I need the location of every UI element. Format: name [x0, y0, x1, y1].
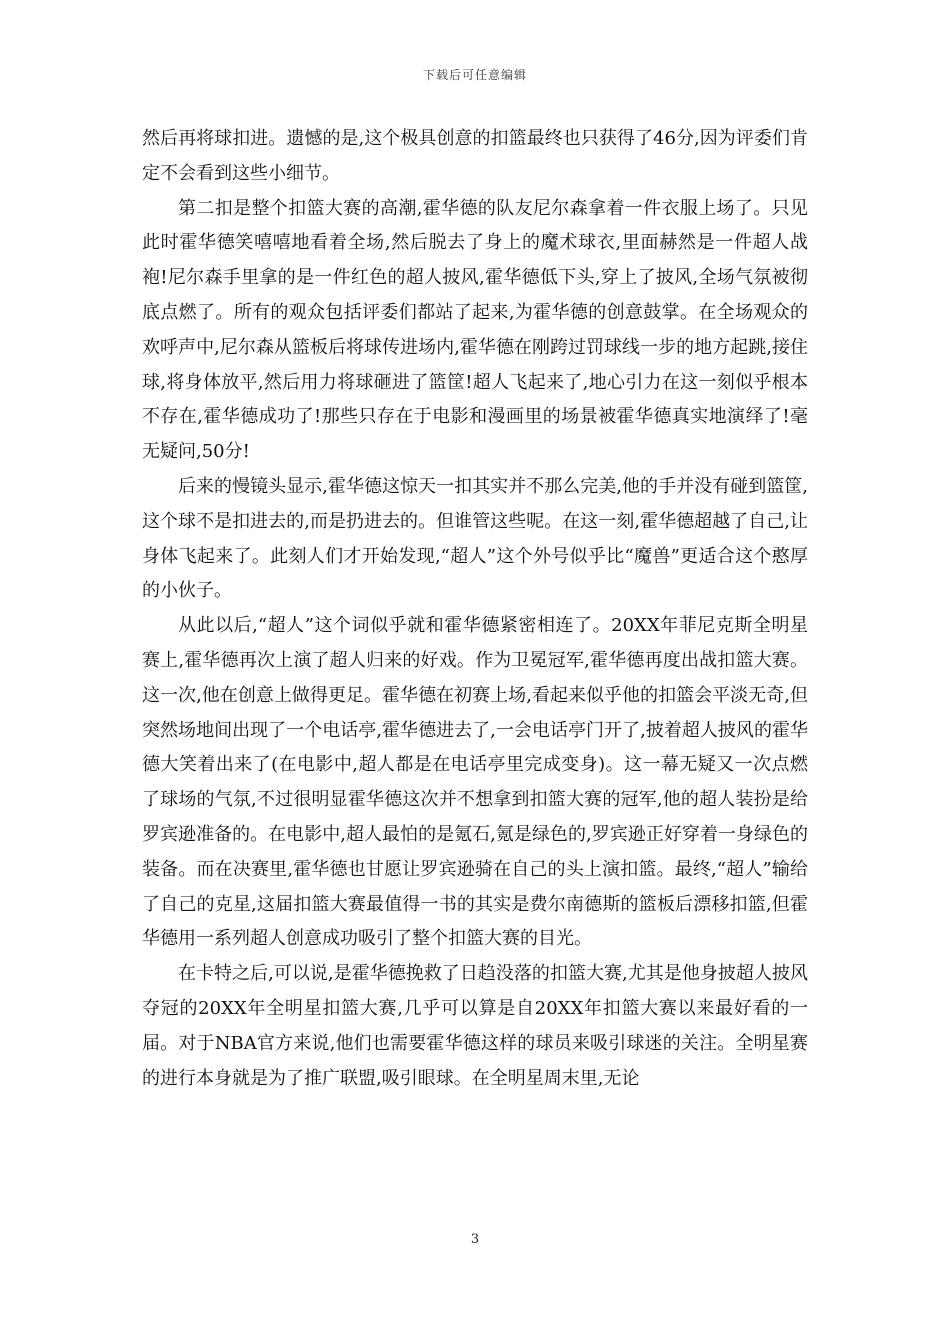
paragraph-5: 在卡特之后,可以说,是霍华德挽救了日趋没落的扣篮大赛,尤其是他身披超人披风夺冠的20XX年全明星扣篮大赛,几乎可以算是自20XX年扣篮大赛以来最好看的一届。对于NBA官方来说,他们也需要霍华德这样的球员来吸引球迷的关注。全明星赛的进行本身就是为了推广联盟,吸引眼球。在全明星周末里,无论 [142, 963, 808, 1089]
page-number: 3 [470, 1232, 480, 1247]
paragraph-1: 然后再将球扣进。遗憾的是,这个极具创意的扣篮最终也只获得了46分,因为评委们肯定不会看到这些小细节。 [142, 128, 808, 184]
paragraph-4: 从此以后,“超人”这个词似乎就和霍华德紧密相连了。20XX年菲尼克斯全明星赛上,霍华德再次上演了超人归来的好戏。作为卫冕冠军,霍华德再度出战扣篮大赛。这一次,他在创意上做得更足。霍华德在初赛上场,看起来似乎他的扣篮会平淡无奇,但突然场地间出现了一个电话亭,霍华德进去了,一会电话亭门开了,披着超人披风的霍华德大笑着出来了(在电影中,超人都是在电话亭里完成变身)。这一幕无疑又一次点燃了球场的气氛,不过很明显霍华德这次并不想拿到扣篮大赛的冠军,他的超人装扮是给罗宾逊准备的。在电影中,超人最怕的是氪石,氪是绿色的,罗宾逊正好穿着一身绿色的装备。而在决赛里,霍华德也甘愿让罗宾逊骑在自己的头上演扣篮。最终,“超人”输给了自己的克星,这届扣篮大赛最值得一书的其实是费尔南德斯的篮板后漂移扣篮,但霍华德用一系列超人创意成功吸引了整个扣篮大赛的目光。 [142, 615, 808, 950]
page-header: 下载后可任意编辑 [422, 68, 527, 82]
paragraph-2: 第二扣是整个扣篮大赛的高潮,霍华德的队友尼尔森拿着一件衣服上场了。只见此时霍华德笑嘻嘻地看着全场,然后脱去了身上的魔术球衣,里面赫然是一件超人战袍!尼尔森手里拿的是一件红色的超人披风,霍华德低下头,穿上了披风,全场气氛被彻底点燃了。所有的观众包括评委们都站了起来,为霍华德的创意鼓掌。在全场观众的欢呼声中,尼尔森从篮板后将球传进场内,霍华德在刚跨过罚球线一步的地方起跳,接住球,将身体放平,然后用力将球砸进了篮筐!超人飞起来了,地心引力在这一刻似乎根本不存在,霍华德成功了!那些只存在于电影和漫画里的场景被霍华德真实地演绎了!毫无疑问,50分! [142, 197, 808, 463]
paragraph-3: 后来的慢镜头显示,霍华德这惊天一扣其实并不那么完美,他的手并没有碰到篮筐,这个球不是扣进去的,而是扔进去的。但谁管这些呢。在这一刻,霍华德超越了自己,让身体飞起来了。此刻人们才开始发现,“超人”这个外号似乎比“魔兽”更适合这个憨厚的小伙子。 [142, 475, 808, 602]
document-body [142, 122, 808, 1096]
